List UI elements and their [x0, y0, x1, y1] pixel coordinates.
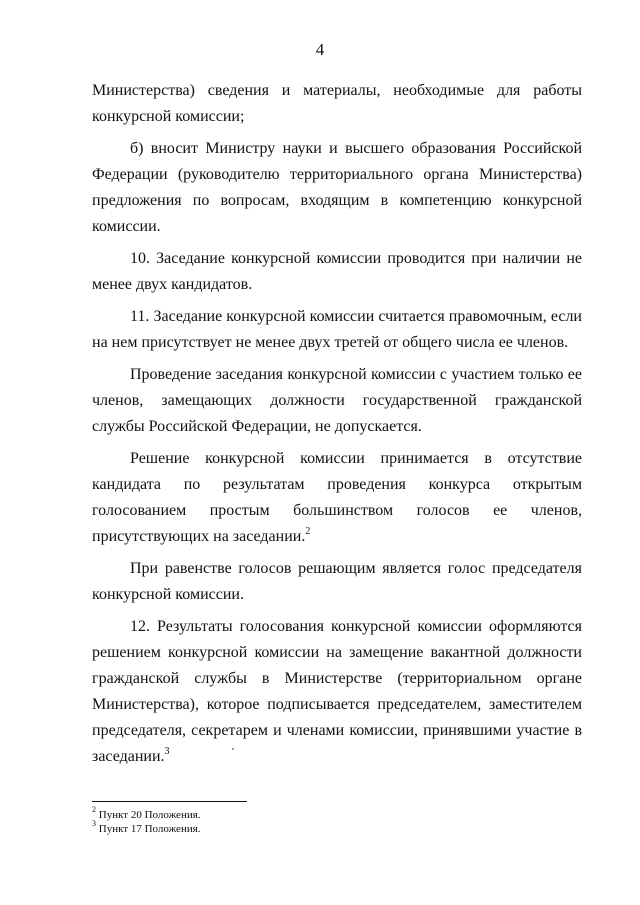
document-body [92, 78, 582, 776]
paragraph-item-11: 11. Заседание конкурсной комиссии считается правомочным, если на нем присутствует не менее двух третей от общего числа ее членов. [92, 308, 582, 351]
footnote-text: Пункт 17 Положения. [98, 823, 201, 835]
paragraph-decision-text: Решение конкурсной комиссии принимается в отсутствие кандидата по результатам проведения конкурса открытым голосованием простым большинством голосов ее членов, присутствующих на заседании. [92, 450, 582, 545]
paragraph-decision [92, 446, 582, 550]
scan-speck [232, 748, 234, 750]
page-number: 4 [315, 40, 325, 59]
paragraph-quorum-restriction: Проведение заседания конкурсной комиссии с участием только ее членов, замещающих должности государственной гражданской службы Российской Федерации, не допускается. [92, 366, 582, 435]
paragraph-item-12 [92, 614, 582, 770]
footnote-text: Пункт 20 Положения. [98, 809, 201, 821]
paragraph-item-12-text: 12. Результаты голосования конкурсной комиссии оформляются решением конкурсной комиссии на замещение вакантной должности гражданской службы в Министерстве (территориальном органе Министерства), которое подписывается председателем, заместителем председателя, секретарем и членами комиссии, принявшими участие в заседании. [92, 618, 582, 765]
footnotes [92, 805, 201, 836]
paragraph-continuation: Министерства) сведения и материалы, необходимые для работы конкурсной комиссии; [92, 82, 582, 125]
paragraph-tie-vote: При равенстве голосов решающим является голос председателя конкурсной комиссии. [92, 560, 582, 603]
footnote-3 [92, 819, 201, 836]
paragraph-subitem-b: б) вносит Министру науки и высшего образования Российской Федерации (руководителю территориального органа Министерства) предложения по вопросам, входящим в компетенцию конкурсной комиссии. [92, 140, 582, 235]
footnote-separator [92, 801, 247, 802]
paragraph-item-10: 10. Заседание конкурсной комиссии проводится при наличии не менее двух кандидатов. [92, 250, 582, 293]
footnote-ref-2: 2 [305, 525, 311, 537]
footnote-mark: 2 [92, 805, 96, 815]
footnote-ref-3: 3 [164, 745, 170, 757]
footnote-mark: 3 [92, 819, 96, 829]
footnote-2 [92, 805, 201, 822]
